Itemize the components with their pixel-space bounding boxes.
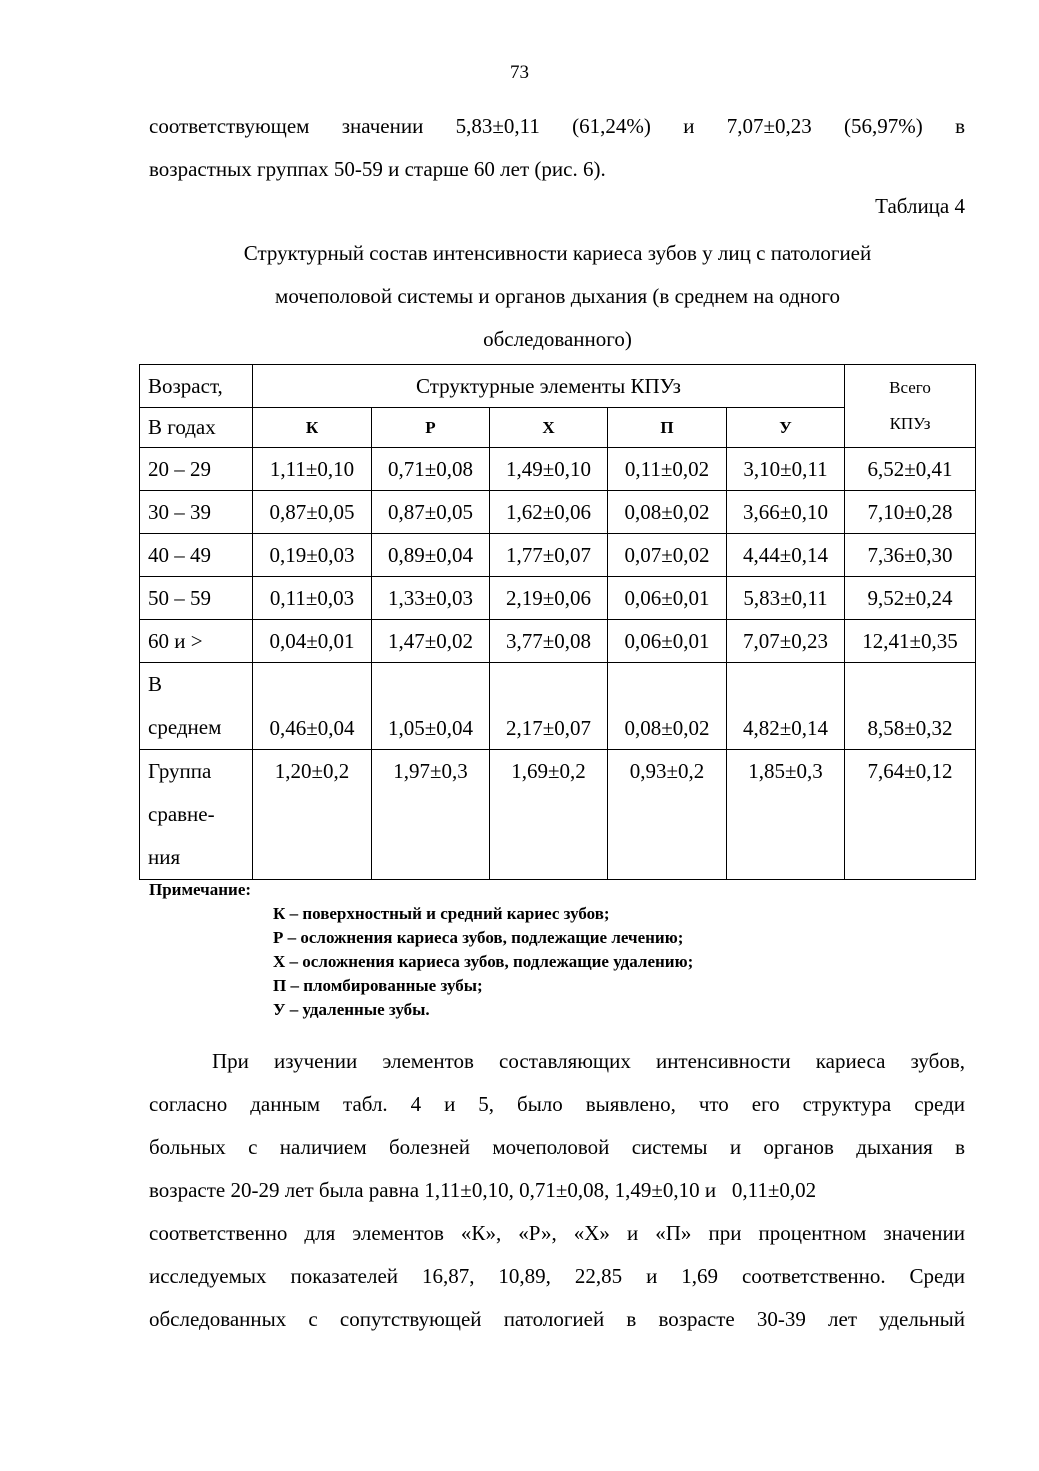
header-total bbox=[845, 365, 976, 448]
cell-x: 2,17±0,07 bbox=[490, 663, 608, 750]
average-label-line-2: среднем bbox=[148, 715, 222, 739]
row-age-comparison bbox=[140, 750, 253, 880]
header-col-x: Х bbox=[490, 408, 608, 448]
body-line-4: возрасте 20-29 лет была равна 1,11±0,10, 0,71±0,08, 1,49±0,10 и 0,11±0,02 bbox=[149, 1178, 817, 1202]
cell-p: 0,06±0,01 bbox=[608, 620, 727, 663]
row-age: 60 и > bbox=[140, 620, 253, 663]
cell-u: 4,44±0,14 bbox=[727, 534, 845, 577]
table-row bbox=[140, 620, 976, 663]
cell-u: 3,10±0,11 bbox=[727, 448, 845, 491]
cell-k: 0,87±0,05 bbox=[253, 491, 372, 534]
body-line-3: больных с наличием болезней мочеполовой системы и органов дыхания в bbox=[149, 1135, 965, 1159]
table-row bbox=[140, 491, 976, 534]
cell-total: 8,58±0,32 bbox=[845, 663, 976, 750]
table-row bbox=[140, 577, 976, 620]
cell-x: 1,62±0,06 bbox=[490, 491, 608, 534]
header-total-line-2: КПУз bbox=[889, 414, 931, 433]
cell-r: 0,89±0,04 bbox=[372, 534, 490, 577]
row-age: 30 – 39 bbox=[140, 491, 253, 534]
note-item: У – удаленные зубы. bbox=[273, 1000, 430, 1019]
cell-p: 0,11±0,02 bbox=[608, 448, 727, 491]
cell-r: 1,47±0,02 bbox=[372, 620, 490, 663]
row-age: 20 – 29 bbox=[140, 448, 253, 491]
cell-x: 3,77±0,08 bbox=[490, 620, 608, 663]
cell-p: 0,06±0,01 bbox=[608, 577, 727, 620]
header-col-k: К bbox=[253, 408, 372, 448]
cell-p: 0,07±0,02 bbox=[608, 534, 727, 577]
note-list bbox=[273, 902, 693, 1022]
cell-x: 1,69±0,2 bbox=[490, 750, 608, 880]
cell-r: 1,33±0,03 bbox=[372, 577, 490, 620]
cell-x: 1,77±0,07 bbox=[490, 534, 608, 577]
cell-u: 5,83±0,11 bbox=[727, 577, 845, 620]
cell-total: 9,52±0,24 bbox=[845, 577, 976, 620]
header-age-line-1: Возраст, bbox=[140, 365, 253, 408]
body-line-1: При изучении элементов составляющих интенсивности кариеса зубов, bbox=[212, 1049, 965, 1073]
header-structural-elements: Структурные элементы КПУз bbox=[253, 365, 845, 408]
table-row-average bbox=[140, 663, 976, 750]
cell-u: 3,66±0,10 bbox=[727, 491, 845, 534]
cell-k: 1,11±0,10 bbox=[253, 448, 372, 491]
intro-line-2: возрастных группах 50-59 и старше 60 лет (рис. 6). bbox=[149, 157, 606, 181]
note-item: К – поверхностный и средний кариес зубов; bbox=[273, 904, 610, 923]
table-label: Таблица 4 bbox=[875, 194, 965, 218]
cell-k: 0,46±0,04 bbox=[253, 663, 372, 750]
cell-total: 6,52±0,41 bbox=[845, 448, 976, 491]
comparison-label-line-2: сравне- bbox=[148, 802, 215, 826]
cell-k: 0,04±0,01 bbox=[253, 620, 372, 663]
cell-p: 0,08±0,02 bbox=[608, 663, 727, 750]
intro-line-1: соответствующем значении 5,83±0,11 (61,24%) и 7,07±0,23 (56,97%) в bbox=[149, 114, 965, 138]
note-item: Р – осложнения кариеса зубов, подлежащие лечению; bbox=[273, 928, 684, 947]
page-number: 73 bbox=[510, 62, 529, 83]
cell-r: 0,87±0,05 bbox=[372, 491, 490, 534]
cell-k: 0,11±0,03 bbox=[253, 577, 372, 620]
body-line-7: обследованных с сопутствующей патологией в возрасте 30-39 лет удельный bbox=[149, 1307, 965, 1331]
row-age: 40 – 49 bbox=[140, 534, 253, 577]
table-caption-line-2: мочеполовой системы и органов дыхания (в среднем на одного bbox=[275, 284, 840, 308]
table-caption-line-1: Структурный состав интенсивности кариеса зубов у лиц с патологией bbox=[243, 241, 872, 265]
header-col-r: Р bbox=[372, 408, 490, 448]
header-total-line-1: Всего bbox=[889, 378, 931, 397]
cell-k: 1,20±0,2 bbox=[253, 750, 372, 880]
table-row bbox=[140, 534, 976, 577]
row-age-average bbox=[140, 663, 253, 750]
cell-r: 0,71±0,08 bbox=[372, 448, 490, 491]
average-label-line-1: В bbox=[148, 672, 163, 696]
cell-u: 1,85±0,3 bbox=[727, 750, 845, 880]
header-col-u: У bbox=[727, 408, 845, 448]
body-line-5: соответственно для элементов «К», «Р», «Х» и «П» при процентном значении bbox=[149, 1221, 965, 1245]
row-age: 50 – 59 bbox=[140, 577, 253, 620]
header-col-p: П bbox=[608, 408, 727, 448]
cell-total: 12,41±0,35 bbox=[845, 620, 976, 663]
note-item: П – пломбированные зубы; bbox=[273, 976, 483, 995]
table-caption-line-3: обследованного) bbox=[483, 327, 632, 351]
cell-p: 0,93±0,2 bbox=[608, 750, 727, 880]
cell-total: 7,36±0,30 bbox=[845, 534, 976, 577]
note-item: Х – осложнения кариеса зубов, подлежащие удалению; bbox=[273, 952, 694, 971]
table-row bbox=[140, 448, 976, 491]
cell-total: 7,10±0,28 bbox=[845, 491, 976, 534]
comparison-label-line-3: ния bbox=[148, 845, 181, 869]
cell-x: 2,19±0,06 bbox=[490, 577, 608, 620]
cell-total: 7,64±0,12 bbox=[845, 750, 976, 880]
table-row-comparison bbox=[140, 750, 976, 880]
cell-u: 4,82±0,14 bbox=[727, 663, 845, 750]
cell-x: 1,49±0,10 bbox=[490, 448, 608, 491]
note-title: Примечание: bbox=[149, 880, 252, 899]
body-line-2: согласно данным табл. 4 и 5, было выявлено, что его структура среди bbox=[149, 1092, 965, 1116]
comparison-label-line-1: Группа bbox=[148, 759, 212, 783]
caries-structure-table bbox=[139, 364, 976, 880]
cell-r: 1,05±0,04 bbox=[372, 663, 490, 750]
header-age-line-2: В годах bbox=[140, 408, 253, 448]
cell-u: 7,07±0,23 bbox=[727, 620, 845, 663]
cell-p: 0,08±0,02 bbox=[608, 491, 727, 534]
body-line-6: исследуемых показателей 16,87, 10,89, 22,85 и 1,69 соответственно. Среди bbox=[149, 1264, 965, 1288]
table-caption bbox=[120, 232, 995, 361]
cell-r: 1,97±0,3 bbox=[372, 750, 490, 880]
cell-k: 0,19±0,03 bbox=[253, 534, 372, 577]
